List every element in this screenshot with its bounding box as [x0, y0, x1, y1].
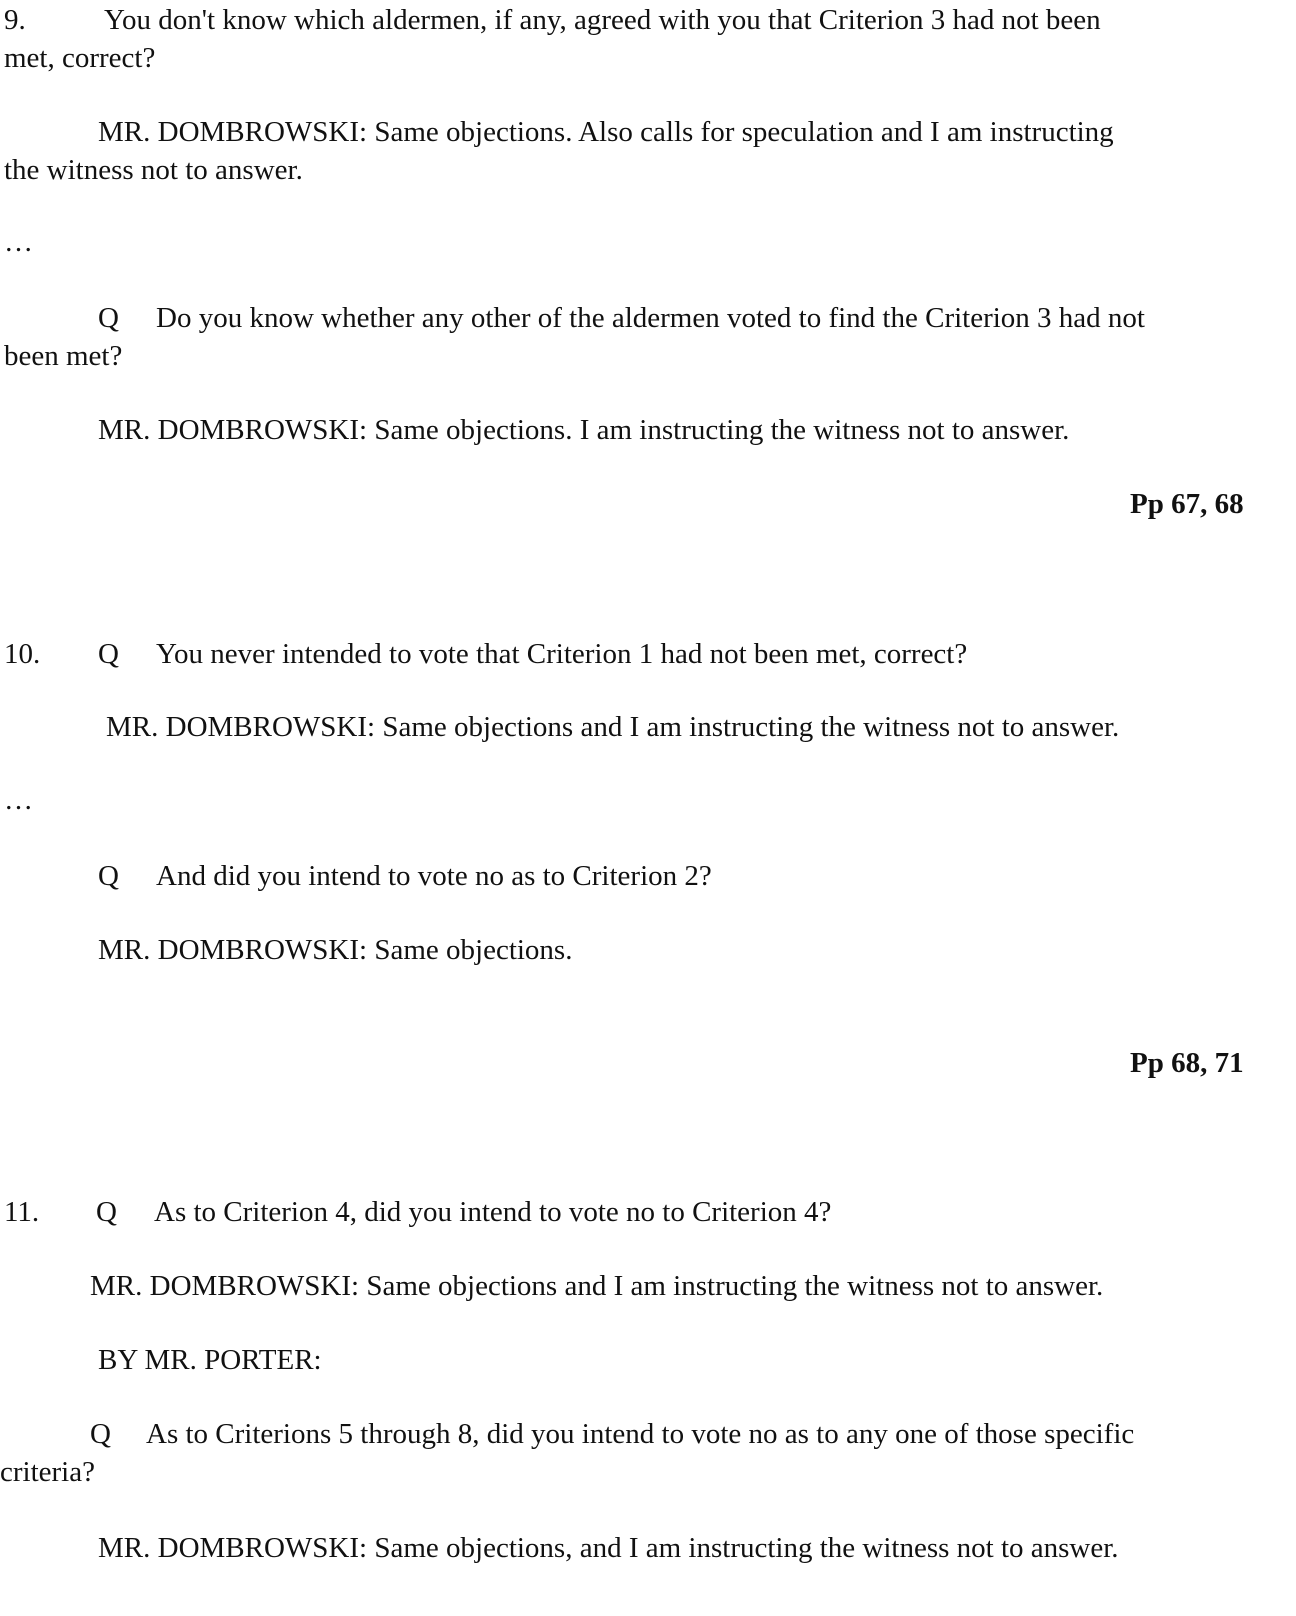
item-number-10: 10.	[4, 638, 41, 670]
item10-ellipsis: …	[4, 784, 33, 816]
item11-objection1: MR. DOMBROWSKI: Same objections and I am instructing the witness not to answer.	[90, 1270, 1104, 1302]
item11-objection2: MR. DOMBROWSKI: Same objections, and I am instructing the witness not to answer.	[98, 1532, 1119, 1564]
item9-objection2: MR. DOMBROWSKI: Same objections. I am instructing the witness not to answer.	[98, 414, 1070, 446]
item9-question2-line2: been met?	[4, 340, 123, 372]
item11-question1: As to Criterion 4, did you intend to vote no to Criterion 4?	[154, 1196, 832, 1228]
item10-objection1: MR. DOMBROWSKI: Same objections and I am instructing the witness not to answer.	[106, 711, 1120, 743]
item11-question2-line2: criteria?	[0, 1456, 95, 1488]
item-number-11: 11.	[4, 1196, 40, 1228]
item10-q-marker: Q	[98, 638, 119, 670]
item11-by-line: BY MR. PORTER:	[98, 1344, 322, 1376]
item9-page-ref: Pp 67, 68	[1130, 488, 1244, 520]
item9-question-line1: You don't know which aldermen, if any, agreed with you that Criterion 3 had not been	[104, 4, 1101, 36]
item9-objection1-line1: MR. DOMBROWSKI: Same objections. Also calls for speculation and I am instructing	[98, 116, 1114, 148]
item11-q-marker: Q	[96, 1196, 117, 1228]
item10-page-ref: Pp 68, 71	[1130, 1047, 1244, 1079]
item10-question1: You never intended to vote that Criterion 1 had not been met, correct?	[156, 638, 968, 670]
item9-question-line2: met, correct?	[4, 42, 156, 74]
item-number-9: 9.	[4, 4, 26, 36]
item9-objection1-line2: the witness not to answer.	[4, 154, 303, 186]
item10-q-marker2: Q	[98, 860, 119, 892]
item11-question2-line1: As to Criterions 5 through 8, did you intend to vote no as to any one of those specific	[146, 1418, 1135, 1450]
item10-question2: And did you intend to vote no as to Criterion 2?	[156, 860, 712, 892]
item9-question2-line1: Do you know whether any other of the aldermen voted to find the Criterion 3 had not	[156, 302, 1145, 334]
item10-objection2: MR. DOMBROWSKI: Same objections.	[98, 934, 573, 966]
item9-ellipsis: …	[4, 226, 33, 258]
item9-q-marker: Q	[98, 302, 119, 334]
item11-q-marker2: Q	[90, 1418, 111, 1450]
